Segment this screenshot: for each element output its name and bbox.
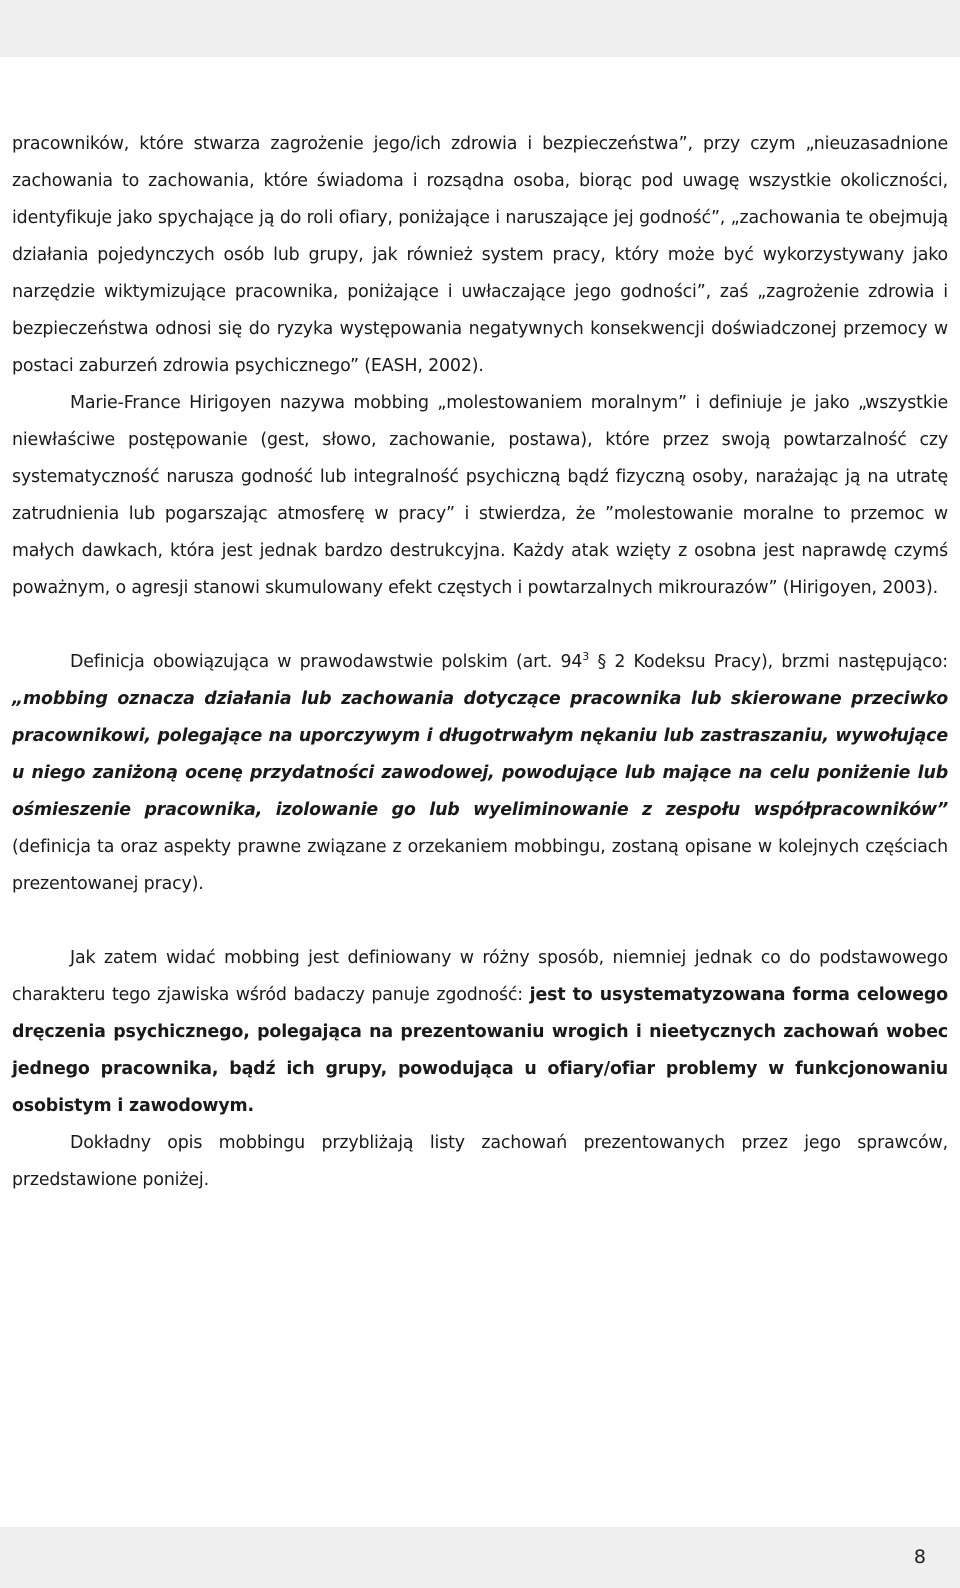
summary-bold-definition: jest to usystematyzowana forma celowego dręczenia psychicznego, polegająca na prezentowaniu wrogich i nieetycznych zachowań wobec jednego pracownika, bądź ich grupy, powodująca u ofiary/ofiar problemy w funkcjonowaniu osobistym i zawodowym. [12, 985, 948, 1116]
law-definition-note: (definicja ta oraz aspekty prawne związane z orzekaniem mobbingu, zostaną opisane w kolejnych częściach prezentowanej pracy). [12, 837, 948, 894]
paragraph-easa-definition: pracowników, które stwarza zagrożenie jego/ich zdrowia i bezpieczeństwa”, przy czym „nieuzasadnione zachowania to zachowania, które świadoma i rozsądna osoba, biorąc pod uwagę wszystkie okoliczności, identyfikuje jako spychające ją do roli ofiary, poniżające i naruszające jej godność”, „zachowania te obejmują działania pojedynczych osób lub grupy, jak również system pracy, który może być wykorzystywany jako narzędzie wiktymizujące pracownika, poniżające i uwłaczające jego godności”, zaś „zagrożenie zdrowia i bezpieczeństwa odnosi się do ryzyka występowania negatywnych konsekwencji doświadczonej przemocy w postaci zaburzeń zdrowia psychicznego” (EASH, 2002). [12, 134, 948, 376]
summary-intro-text: Jak zatem widać mobbing jest definiowany w różny sposób, niemniej jednak co do podstawowego charakteru tego zjawiska wśród badaczy panuje zgodność: [12, 948, 948, 1005]
law-definition-quote: „mobbing oznacza działania lub zachowania dotyczące pracownika lub skierowane przeciwko pracownikowi, polegające na uporczywym i długotrwałym nękaniu lub zastraszaniu, wywołujące u niego zaniżoną ocenę przydatności zawodowej, powodujące lub mające na celu poniżenie lub ośmieszenie pracownika, izolowanie go lub wyeliminowanie z zespołu współpracowników” [12, 689, 948, 820]
paragraph-hirigoyen: Marie-France Hirigoyen nazywa mobbing „molestowaniem moralnym” i definiuje je jako „wszystkie niewłaściwe postępowanie (gest, słowo, zachowanie, postawa), które przez swoją powtarzalność czy systematyczność narusza godność lub integralność psychiczną bądź fizyczną osoby, narażając ją na utratę zatrudnienia lub pogarszając atmosferę w pracy” i stwierdza, że ”molestowanie moralne to przemoc w małych dawkach, która jest jednak bardzo destrukcyjna. Każdy atak wzięty z osobna jest naprawdę czymś poważnym, o agresji stanowi skumulowany efekt częstych i powtarzalnych mikrourazów” (Hirigoyen, 2003). [12, 393, 948, 598]
paragraph-closing: Dokładny opis mobbingu przybliżają listy zachowań prezentowanych przez jego sprawców, przedstawione poniżej. [12, 1133, 948, 1190]
page-footer [0, 1527, 960, 1588]
page-number: 8 [913, 1546, 926, 1568]
page-top-margin [0, 0, 960, 57]
paragraph-polish-law-definition [12, 644, 948, 903]
law-intro-text-continued: § 2 Kodeksu Pracy), brzmi następująco: [589, 652, 948, 672]
article-superscript: 3 [582, 650, 590, 663]
law-intro-text: Definicja obowiązująca w prawodawstwie polskim (art. 94 [70, 652, 583, 672]
document-body [12, 126, 948, 1199]
paragraph-summary [12, 940, 948, 1125]
